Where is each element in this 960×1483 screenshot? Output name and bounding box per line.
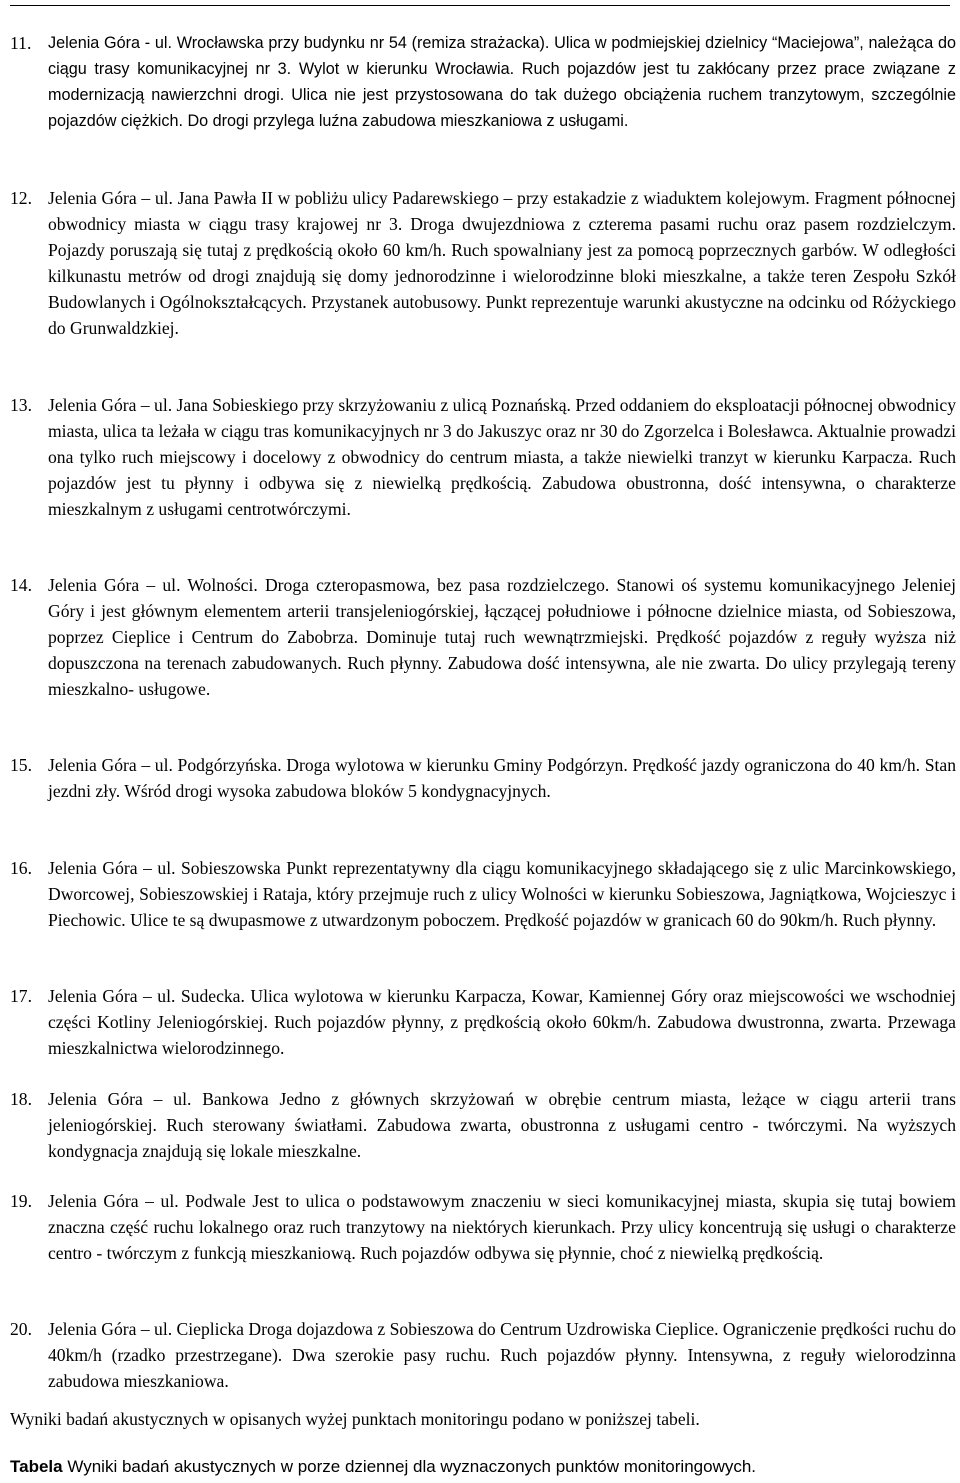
- item-text: Jelenia Góra – ul. Cieplicka Droga dojazdowa z Sobieszowa do Centrum Uzdrowiska Cieplice. Ograniczenie prędkości ruchu do 40km/h (rzadko przestrzegane). Dwa szerokie pasy ruchu. Ruch pojazdów płynny. Intensywna, z reguły wielorodzinna zabudowa mieszkaniowa.: [48, 1319, 956, 1391]
- item-number: 15.: [10, 755, 32, 775]
- item-number: 20.: [10, 1319, 32, 1339]
- item-text: Jelenia Góra – ul. Wolności. Droga czteropasmowa, bez pasa rozdzielczego. Stanowi oś systemu komunikacyjnego Jeleniej Góry i jest głównym elementem arterii transjeleniogórskiej, łączącej południowe i północne dzielnice miasta, od Sobieszowa, poprzez Cieplice i Centrum do Zabobrza. Dominuje tutaj ruch wewnątrzmiejski. Prędkość pojazdów z reguły wyższa niż dopuszczona na terenach zabudowanych. Ruch płynny. Zabudowa dość intensywna, ale nie zwarta. Do ulicy przylegają tereny mieszkalno- usługowe.: [48, 575, 956, 699]
- list-item: [10, 752, 956, 804]
- table-caption-label: Tabela: [10, 1457, 63, 1476]
- item-number: 11.: [10, 33, 32, 53]
- list-item: [10, 1086, 956, 1164]
- list-item: [10, 30, 956, 134]
- item-number: 19.: [10, 1191, 32, 1211]
- list-item: [10, 392, 956, 522]
- item-text: Jelenia Góra – ul. Podwale Jest to ulica o podstawowym znaczeniu w sieci komunikacyjnej miasta, skupia się tutaj bowiem znaczna część ruchu lokalnego oraz ruch tranzytowy na niektórych kierunkach. Przy ulicy koncentrują się usługi o charakterze centro - twórczym z funkcją mieszkaniową. Ruch pojazdów odbywa się płynnie, choć z niewielką prędkością.: [48, 1191, 956, 1263]
- summary-paragraph: Wyniki badań akustycznych w opisanych wyżej punktach monitoringu podano w poniższej tabeli.: [10, 1409, 700, 1429]
- item-text: Jelenia Góra – ul. Bankowa Jedno z głównych skrzyżowań w obrębie centrum miasta, leżące w ciągu arterii trans jeleniogórskiej. Ruch sterowany światłami. Zabudowa zwarta, obustronna z usługami centro - twórczymi. Na wyższych kondygnacja znajdują się lokale mieszkalne.: [48, 1089, 956, 1161]
- list-item: [10, 1316, 956, 1394]
- page-top-rule: [10, 5, 950, 6]
- list-item: [10, 1188, 956, 1266]
- item-text: Jelenia Góra - ul. Wrocławska przy budynku nr 54 (remiza strażacka). Ulica w podmiejskiej dzielnicy “Maciejowa”, należąca do ciągu trasy komunikacyjnej nr 3. Wylot w kierunku Wrocławia. Ruch pojazdów jest tu zakłócany przez prace związane z modernizacją nawierzchni drogi. Ulica nie jest przystosowana do tak dużego obciążenia ruchem tranzytowym, szczególnie pojazdów ciężkich. Do drogi przylega luźna zabudowa mieszkaniowa z usługami.: [48, 34, 956, 130]
- list-item: [10, 983, 956, 1061]
- item-text: Jelenia Góra – ul. Sobieszowska Punkt reprezentatywny dla ciągu komunikacyjnego składającego się z ulic Marcinkowskiego, Dworcowej, Sobieszowskiej i Rataja, który przejmuje ruch z ulicy Wolności w kierunku Sobieszowa, Jagniątkowa, Wojcieszyc i Piechowic. Ulice te są dwupasmowe z utwardzonym poboczem. Prędkość pojazdów w granicach 60 do 90km/h. Ruch płynny.: [48, 858, 956, 930]
- item-number: 12.: [10, 188, 32, 208]
- item-number: 14.: [10, 575, 32, 595]
- item-text: Jelenia Góra – ul. Podgórzyńska. Droga wylotowa w kierunku Gminy Podgórzyn. Prędkość jazdy ograniczona do 40 km/h. Stan jezdni zły. Wśród drogi wysoka zabudowa bloków 5 kondygnacyjnych.: [48, 755, 956, 801]
- table-caption-text: Wyniki badań akustycznych w porze dziennej dla wyznaczonych punktów monitoringowych.: [67, 1457, 757, 1476]
- list-item: [10, 185, 956, 341]
- item-text: Jelenia Góra – ul. Sudecka. Ulica wylotowa w kierunku Karpacza, Kowar, Kamiennej Góry oraz miejscowości we wschodniej części Kotliny Jeleniogórskiej. Ruch pojazdów płynny, z prędkością około 60km/h. Zabudowa dwustronna, zwarta. Przewaga mieszkalnictwa wielorodzinnego.: [48, 986, 956, 1058]
- table-caption: [10, 1455, 956, 1479]
- item-number: 13.: [10, 395, 32, 415]
- item-text: Jelenia Góra – ul. Jana Pawła II w pobliżu ulicy Padarewskiego – przy estakadzie z wiaduktem kolejowym. Fragment północnej obwodnicy miasta w ciągu trasy krajowej nr 3. Droga dwujezdniowa z czterema pasami ruchu oraz pasem rozdzielczym. Pojazdy poruszają się tutaj z prędkością około 60 km/h. Ruch spowalniany jest za pomocą poprzecznych garbów. W odległości kilkunastu metrów od drogi znajdują się domy jednorodzinne i wielorodzinne bloki mieszkalne, a także teren Zespołu Szkół Budowlanych i Ogólnokształcących. Przystanek autobusowy. Punkt reprezentuje warunki akustyczne na odcinku od Różyckiego do Grunwaldzkiej.: [48, 188, 956, 338]
- list-item: [10, 572, 956, 702]
- item-number: 16.: [10, 858, 32, 878]
- list-item: [10, 855, 956, 933]
- item-text: Jelenia Góra – ul. Jana Sobieskiego przy skrzyżowaniu z ulicą Poznańską. Przed oddaniem do eksploatacji północnej obwodnicy miasta, ulica ta leżała w ciągu tras komunikacyjnych nr 3 do Jakuszyc oraz nr 30 do Zgorzelca i Bolesławca. Aktualnie prowadzi ona tylko ruch miejscowy i docelowy z obwodnicy do centrum miasta, a także niewielki tranzyt w kierunku Karpacza. Ruch pojazdów jest tu płynny i odbywa się z niewielką prędkością. Zabudowa obustronna, dość intensywna, o charakterze mieszkalnym z usługami centrotwórczymi.: [48, 395, 956, 519]
- item-number: 17.: [10, 986, 32, 1006]
- item-number: 18.: [10, 1089, 32, 1109]
